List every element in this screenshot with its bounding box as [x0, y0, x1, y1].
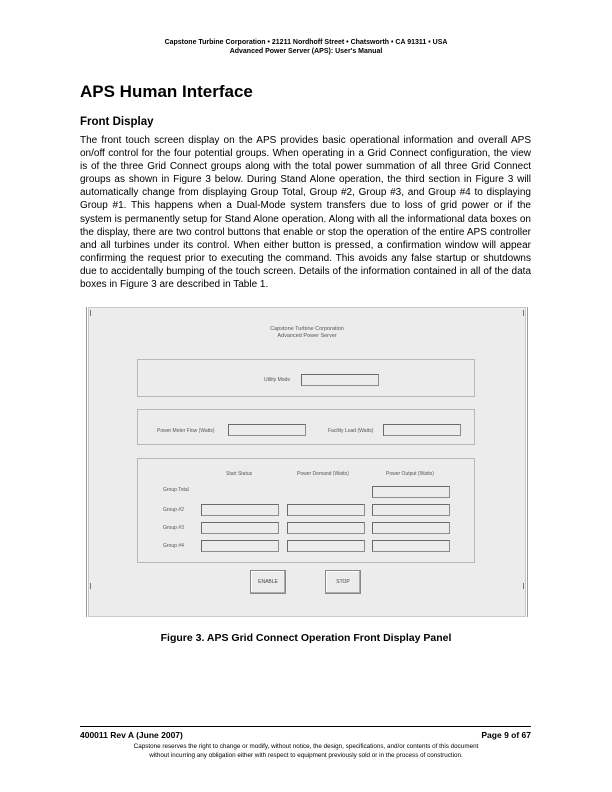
figure-caption: Figure 3. APS Grid Connect Operation Front Display Panel [160, 632, 452, 644]
group-2-demand-field [287, 504, 365, 516]
group-4-status-field [201, 540, 279, 552]
page-header [0, 38, 612, 56]
group-4-label: Group #4 [163, 543, 184, 549]
panel-tick-mark [90, 310, 91, 316]
panel-tick-mark [523, 583, 524, 589]
panel-title [89, 326, 525, 340]
front-display-panel [88, 307, 526, 617]
power-meter-flow-field [228, 424, 306, 436]
footer-rule [80, 726, 531, 727]
group-2-status-field [201, 504, 279, 516]
group-total-output-field [372, 486, 450, 498]
subsection-title: Front Display [80, 116, 154, 128]
figure-right-edge [527, 307, 528, 617]
power-output-header: Power Output (Watts) [386, 471, 434, 477]
footer-disclaimer-line-2: without incurring any obligation either with respect to equipment previously sold or in the process of construction. [149, 751, 463, 759]
header-line-1: Capstone Turbine Corporation • 21211 Nordhoff Street • Chatsworth • CA 91311 • USA [164, 39, 448, 46]
section-title: APS Human Interface [80, 82, 253, 101]
power-demand-header: Power Demand (Watts) [297, 471, 349, 477]
group-3-demand-field [287, 522, 365, 534]
power-section [137, 409, 475, 445]
stop-button[interactable]: STOP [325, 570, 361, 594]
body-paragraph: The front touch screen display on the APS provides basic operational information and overall APS on/off control for the four potential groups. When operating in a Grid Connect configuration, the view is of the three Grid Connect groups along with the total power summation of all three Grid Connect groups as shown in Figure 3 below. During Stand Alone operation, the third section in Figure 3 will automatically change from displaying Group Total, Group #2, Group #3, and Group #4 to displaying Group #1. This happens when a Dual-Mode system transfers due to loss of grid power or if the system is permanently setup for Stand Alone operation. Along with all the informational data boxes on the display, there are two control buttons that enable or stop the operation of the entire APS controller and all turbines under its control. When either button is pressed, a confirmation window will appear confirming the request prior to executing the command. This avoids any false startup or shutdowns due to accidentally bumping of the touch screen. Details of the information contained in all of the data boxes in Figure 3 are described in Table 1. [80, 135, 531, 291]
utility-mode-label: Utility Mode [264, 377, 291, 383]
facility-load-label: Facility Load (Watts) [328, 428, 374, 434]
panel-title-product: Advanced Power Server [277, 333, 337, 339]
panel-tick-mark [523, 310, 524, 316]
footer-disclaimer-line-1: Capstone reserves the right to change or modify, without notice, the design, specifications, and/or contents of this document [133, 743, 479, 750]
groups-section [137, 458, 475, 563]
facility-load-field [383, 424, 461, 436]
group-2-label: Group #2 [163, 507, 184, 513]
utility-mode-section [137, 359, 475, 397]
panel-tick-mark [90, 583, 91, 589]
figure-left-edge [86, 307, 87, 617]
group-4-output-field [372, 540, 450, 552]
footer-doc-id: 400011 Rev A (June 2007) [80, 730, 183, 740]
enable-button[interactable]: ENABLE [250, 570, 286, 594]
group-3-label: Group #3 [163, 525, 184, 531]
group-4-demand-field [287, 540, 365, 552]
footer-page-number: Page 9 of 67 [481, 730, 531, 740]
start-status-header: Start Status [226, 471, 253, 477]
group-total-label: Group Total [163, 487, 189, 493]
group-3-output-field [372, 522, 450, 534]
header-line-2: Advanced Power Server (APS): User's Manual [229, 48, 383, 55]
group-2-output-field [372, 504, 450, 516]
panel-title-company: Capstone Turbine Corporation [270, 326, 344, 332]
power-meter-flow-label: Power Meter Flow (Watts) [157, 428, 215, 434]
footer-disclaimer [0, 743, 612, 760]
group-3-status-field [201, 522, 279, 534]
utility-mode-field [301, 374, 379, 386]
